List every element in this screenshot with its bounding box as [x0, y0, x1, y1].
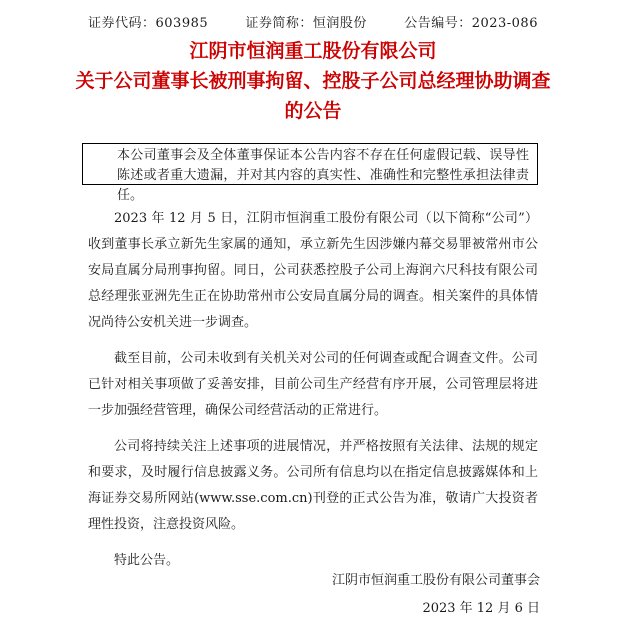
body-paragraph-1: 2023 年 12 月 5 日，江阴市恒润重工股份有限公司（以下简称“公司”）收到董事长承立新先生家属的通知，承立新先生因涉嫌内幕交易罪被常州市公安局直属分局刑事拘留。同日，公司获悉控股子公司上海润六尺科技有限公司总经理张亚洲先生正在协助常州市公安局直属分局的调查。相关案件的具体情况尚待公安机关进一步调查。: [88, 211, 538, 330]
signature-organization: 江阴市恒润重工股份有限公司董事会: [331, 573, 540, 588]
stock-abbreviation: 证券简称：恒润股份: [245, 16, 367, 31]
header-info-line: [88, 12, 538, 31]
body-paragraph-2: 截至目前，公司未收到有关机关对公司的任何调查或配合调查文件。公司已针对相关事项做了妥善安排，目前公司生产经营有序开展，公司管理层将进一步加强经营管理，确保公司经营活动的正常进行。: [88, 351, 538, 418]
document-title-block: [0, 36, 626, 126]
body-paragraph-3: 公司将持续关注上述事项的进展情况，并严格按照有关法律、法规的规定和要求，及时履行信息披露义务。公司所有信息均以在指定信息披露媒体和上海证券交易所网站(www.sse.com.cn)刊登的正式公告为准，敬请广大投资者理性投资，注意投资风险。: [88, 439, 538, 532]
announcement-title-line1: 关于公司董事长被刑事拘留、控股子公司总经理协助调查: [75, 70, 551, 92]
announcement-body: [88, 206, 538, 574]
board-guarantee-notice-box: [82, 143, 538, 203]
notice-number: 公告编号：2023-086: [404, 16, 538, 31]
announcement-title-line2: 的公告: [284, 100, 342, 122]
board-guarantee-text: 本公司董事会及全体董事保证本公告内容不存在任何虚假记载、误导性陈述或者重大遗漏，并对其内容的真实性、准确性和完整性承担法律责任。: [117, 148, 529, 203]
company-name-title: 江阴市恒润重工股份有限公司: [189, 40, 437, 62]
stock-code: 证券代码：603985: [88, 16, 209, 31]
signature-date: 2023 年 12 月 6 日: [422, 601, 540, 616]
closing-statement: 特此公告。: [114, 553, 180, 568]
